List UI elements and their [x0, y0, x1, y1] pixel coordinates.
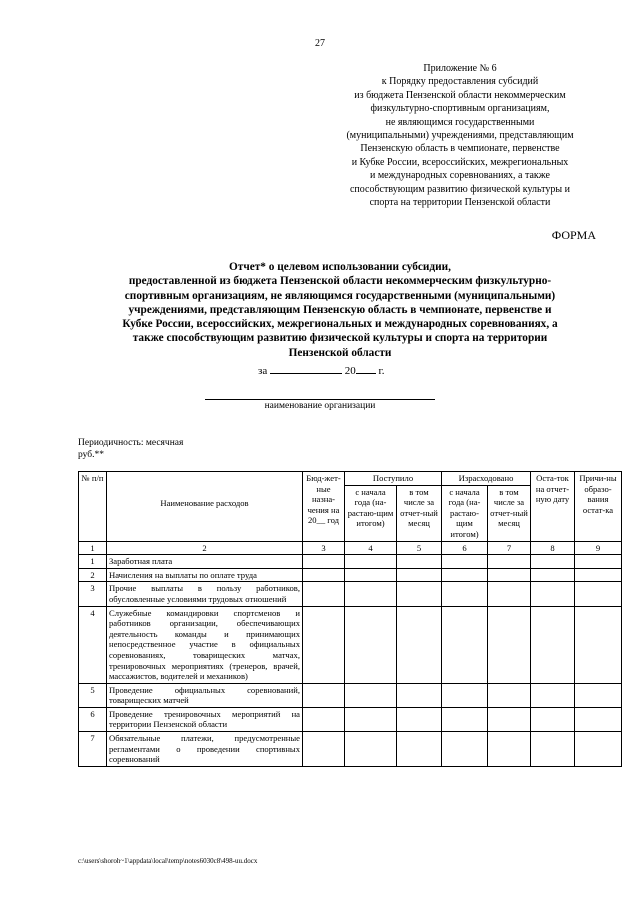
- header-balance: Оста-ток на отчет-ную дату: [531, 472, 575, 542]
- page-number: 27: [315, 38, 325, 49]
- data-cell[interactable]: [531, 732, 575, 767]
- organization-name-line[interactable]: [205, 399, 435, 400]
- appendix-line: физкультурно-спортивным организациям,: [370, 103, 550, 115]
- data-cell[interactable]: [303, 606, 345, 683]
- column-number: 1: [79, 541, 107, 555]
- column-number: 2: [107, 541, 303, 555]
- data-cell[interactable]: [397, 707, 442, 731]
- column-numbers-row: [79, 541, 622, 555]
- appendix-line: не являющимся государственными: [385, 116, 535, 128]
- header-received-month: в том числе за отчет-ный месяц: [397, 485, 442, 541]
- footer-file-path: c:\users\shoroh~1\appdata\local\temp\notes6030c8\498-uu.docx: [78, 857, 258, 865]
- data-cell[interactable]: [442, 683, 488, 707]
- data-cell[interactable]: [397, 582, 442, 606]
- table-row: [79, 606, 622, 683]
- data-cell[interactable]: [488, 732, 531, 767]
- data-cell[interactable]: [397, 568, 442, 582]
- data-cell[interactable]: [575, 732, 622, 767]
- row-number: 4: [79, 606, 107, 683]
- data-cell[interactable]: [488, 683, 531, 707]
- data-cell[interactable]: [531, 683, 575, 707]
- data-cell[interactable]: [575, 707, 622, 731]
- column-number: 4: [345, 541, 397, 555]
- data-cell[interactable]: [488, 582, 531, 606]
- table-row: [79, 732, 622, 767]
- data-cell[interactable]: [303, 707, 345, 731]
- data-cell[interactable]: [345, 683, 397, 707]
- data-cell[interactable]: [303, 732, 345, 767]
- appendix-line: из бюджета Пензенской области некоммерческим: [354, 89, 566, 101]
- column-number: 6: [442, 541, 488, 555]
- table-header-row: [79, 472, 622, 486]
- data-cell[interactable]: [531, 568, 575, 582]
- expense-name: Служебные командировки спортсменов и работников организации, обеспечивающих деятельность команды и принимающих непосредственное участие в официальных соревнованиях, товарищеских матчах, тренировочных мероприятиях (тренеров, врачей, массажистов, водителей и механиков): [107, 606, 303, 683]
- header-num: № п/п: [79, 472, 107, 542]
- data-cell[interactable]: [531, 582, 575, 606]
- title-line: учреждениями, представляющим Пензенскую область в чемпионате, первенстве и: [128, 303, 552, 316]
- data-cell[interactable]: [397, 732, 442, 767]
- data-cell[interactable]: [488, 555, 531, 569]
- header-spent: Израсходовано: [442, 472, 531, 486]
- period-prefix: за: [258, 365, 268, 377]
- data-cell[interactable]: [345, 582, 397, 606]
- row-number: 2: [79, 568, 107, 582]
- header-budget: Бюд-жет-ные назна-чения на 20__ год: [303, 472, 345, 542]
- data-cell[interactable]: [531, 707, 575, 731]
- report-period: [258, 363, 398, 377]
- data-cell[interactable]: [442, 707, 488, 731]
- appendix-line: Приложение № 6: [423, 63, 497, 74]
- appendix-line: способствующим развитию физической культуры и: [349, 183, 570, 195]
- table-row: [79, 555, 622, 569]
- data-cell[interactable]: [345, 732, 397, 767]
- title-line: спортивным организациям, не являющимся государственными (муниципальными): [124, 289, 556, 302]
- data-cell[interactable]: [397, 683, 442, 707]
- periodicity-block: [78, 437, 183, 461]
- data-cell[interactable]: [442, 555, 488, 569]
- appendix-line: спорта на территории Пензенской области: [369, 197, 551, 209]
- row-number: 5: [79, 683, 107, 707]
- periodicity-text: Периодичность: месячная: [78, 438, 184, 448]
- data-cell[interactable]: [303, 568, 345, 582]
- header-received: Поступило: [345, 472, 442, 486]
- appendix-header: [300, 62, 620, 209]
- expense-name: Начисления на выплаты по оплате труда: [107, 568, 303, 582]
- table-row: [79, 582, 622, 606]
- header-reasons: Причи-ны образо-вания остат-ка: [575, 472, 622, 542]
- column-number: 8: [531, 541, 575, 555]
- table-row: [79, 707, 622, 731]
- form-label: ФОРМА: [551, 228, 596, 242]
- appendix-line: к Порядку предоставления субсидий: [381, 76, 539, 88]
- appendix-line: и международных соревнованиях, а также: [370, 170, 550, 182]
- column-number: 5: [397, 541, 442, 555]
- data-cell[interactable]: [442, 606, 488, 683]
- title-line: также способствующим развитию физической культуры и спорта на территории: [132, 332, 548, 345]
- data-cell[interactable]: [397, 555, 442, 569]
- period-suffix: г.: [378, 365, 385, 377]
- data-cell[interactable]: [345, 555, 397, 569]
- period-year-prefix: 20: [344, 365, 356, 377]
- table-row: [79, 568, 622, 582]
- header-received-from-start: с начала года (на-растаю-щим итогом): [345, 485, 397, 541]
- data-cell[interactable]: [345, 707, 397, 731]
- currency-text: руб.**: [78, 450, 104, 460]
- header-name: Наименование расходов: [107, 472, 303, 542]
- expense-name: Заработная плата: [107, 555, 303, 569]
- expense-name: Прочие выплаты в пользу работников, обусловленные условиями трудовых отношений: [107, 582, 303, 606]
- data-cell[interactable]: [575, 568, 622, 582]
- data-cell[interactable]: [575, 582, 622, 606]
- data-cell[interactable]: [442, 732, 488, 767]
- data-cell[interactable]: [531, 606, 575, 683]
- title-line: Кубке России, всероссийских, межрегиональных и международных соревнованиях, а: [122, 318, 558, 331]
- header-spent-from-start: с начала года (на-растаю-щим итогом): [442, 485, 488, 541]
- header-spent-month: в том числе за отчет-ный месяц: [488, 485, 531, 541]
- data-cell[interactable]: [575, 555, 622, 569]
- data-cell[interactable]: [442, 582, 488, 606]
- data-cell[interactable]: [345, 568, 397, 582]
- data-cell[interactable]: [303, 683, 345, 707]
- expense-name: Проведение тренировочных мероприятий на территории Пензенской области: [107, 707, 303, 731]
- row-number: 6: [79, 707, 107, 731]
- data-cell[interactable]: [575, 606, 622, 683]
- column-number: 9: [575, 541, 622, 555]
- row-number: 1: [79, 555, 107, 569]
- data-cell[interactable]: [488, 707, 531, 731]
- data-cell[interactable]: [575, 683, 622, 707]
- data-cell[interactable]: [303, 555, 345, 569]
- data-cell[interactable]: [488, 568, 531, 582]
- period-blank-field[interactable]: [270, 363, 342, 374]
- report-title: [80, 260, 600, 360]
- title-line: Пензенской области: [288, 346, 392, 359]
- appendix-line: Пензенскую область в чемпионате, первенстве: [360, 143, 560, 155]
- data-cell[interactable]: [303, 582, 345, 606]
- column-number: 3: [303, 541, 345, 555]
- title-line: предоставленной из бюджета Пензенской области некоммерческим физкультурно-: [128, 275, 552, 288]
- data-cell[interactable]: [397, 606, 442, 683]
- row-number: 7: [79, 732, 107, 767]
- table-row: [79, 683, 622, 707]
- period-year-field[interactable]: [356, 363, 376, 374]
- data-cell[interactable]: [442, 568, 488, 582]
- expense-name: Проведение официальных соревнований, товарищеских матчей: [107, 683, 303, 707]
- row-number: 3: [79, 582, 107, 606]
- appendix-line: (муниципальными) учреждениями, представляющим: [346, 130, 574, 142]
- data-cell[interactable]: [488, 606, 531, 683]
- appendix-line: и Кубке России, всероссийских, межрегиональных: [351, 156, 569, 168]
- expense-name: Обязательные платежи, предусмотренные регламентами о проведении спортивных соревнований: [107, 732, 303, 767]
- organization-name-caption: наименование организации: [264, 401, 376, 411]
- title-line: Отчет* о целевом использовании субсидии,: [229, 261, 451, 273]
- data-cell[interactable]: [531, 555, 575, 569]
- data-cell[interactable]: [345, 606, 397, 683]
- expenses-report-table: [78, 471, 622, 767]
- column-number: 7: [488, 541, 531, 555]
